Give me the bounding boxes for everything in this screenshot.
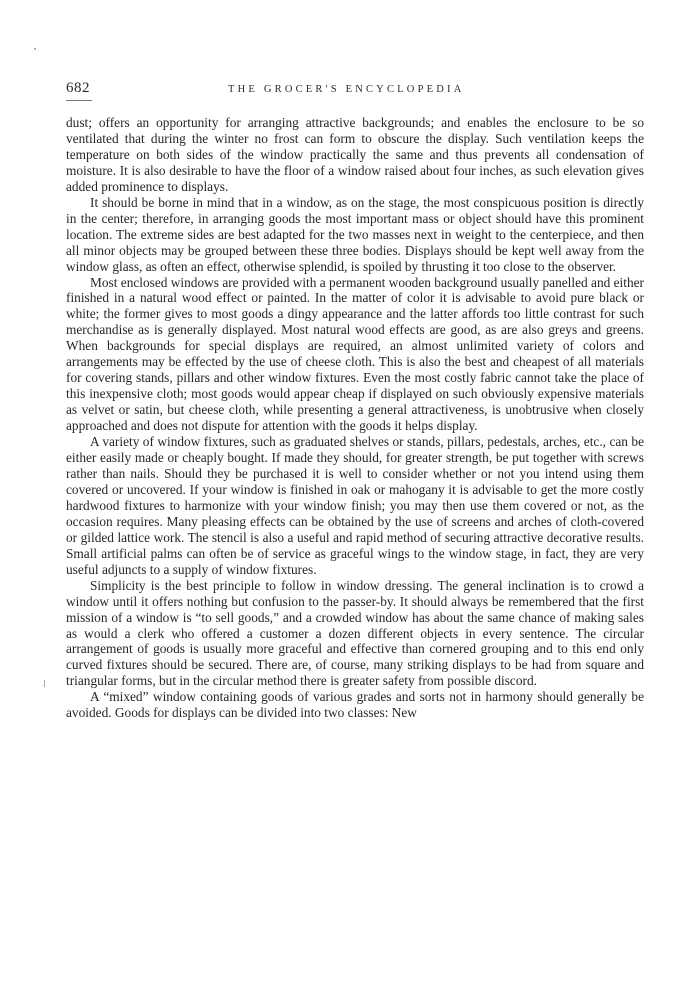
body-text xyxy=(66,115,644,721)
paragraph: It should be borne in mind that in a window, as on the stage, the most conspicuous position is directly in the center; therefore, in arranging goods the most important mass or object should have this prominent location. The extreme sides are best adapted for the two masses next in weight to the centerpiece, and then all minor objects may be grouped between these three bodies. Displays should be kept well away from the window glass, as often an effect, otherwise splendid, is spoiled by thrusting it too close to the observer. xyxy=(66,194,644,274)
paragraph: A “mixed” window containing goods of various grades and sorts not in harmony should generally be avoided. Goods for displays can be divided into two classes: New xyxy=(66,689,644,721)
paragraph: Simplicity is the best principle to follow in window dressing. The general inclination is to crowd a window until it offers nothing but confusion to the passer-by. It should always be remembered that the first mission of a window is “to sell goods,” and a crowded window has about the same chance of making sales as would a clerk who offered a customer a dozen different objects in every sentence. The circular arrangement of goods is usually more graceful and effective than cornered grouping and to this end only curved fixtures should be secured. There are, of course, many striking displays to be had from square and triangular forms, but in the circular method there is greater safety from possible discord. xyxy=(66,577,644,689)
margin-speck xyxy=(44,680,45,687)
paragraph: A variety of window fixtures, such as graduated shelves or stands, pillars, pedestals, arches, etc., can be either easily made or cheaply bought. If made they should, for greater strength, be put together with screws rather than nails. Should they be purchased it is well to consider whether or not you intend using them covered or uncovered. If your window is finished in oak or mahogany it is advisable to get the more costly hardwood fixtures to harmonize with your window finish; you may then use them covered or not, as the occasion requires. Many pleasing effects can be obtained by the use of screens and arches of cloth-covered or gilded lattice work. The stencil is also a useful and rapid method of securing attractive decorative results. Small artificial palms can often be of service as graceful wings to the window stage, in fact, they are very useful adjuncts to a supply of window fixtures. xyxy=(66,434,644,577)
page-number-rule xyxy=(66,100,92,101)
paragraph: dust; offers an opportunity for arranging attractive backgrounds; and enables the enclosure to be so ventilated that during the winter no frost can form to obscure the display. Such ventilation keeps the temperature on both sides of the window practically the same and thus prevents all condensation of moisture. It is also desirable to have the floor of a window raised about four inches, as such elevation gives added prominence to displays. xyxy=(66,115,644,194)
paragraph: Most enclosed windows are provided with a permanent wooden background usually panelled and either finished in a natural wood effect or painted. In the matter of color it is advisable to avoid pure black or white; the former gives to most goods a dingy appearance and the latter affords too little contrast for such merchandise as is generally displayed. Most natural wood effects are good, as are also greys and greens. When backgrounds for special displays are required, an almost unlimited variety of colors and arrangements may be effected by the use of cheese cloth. This is also the best and cheapest of all materials for covering stands, pillars and other window fixtures. Even the most costly fabric cannot take the place of this inexpensive cloth; most goods would appear cheap if displayed on such obviously expensive materials as velvet or satin, but cheese cloth, while presenting a general attractiveness, is unobtrusive when closely approached and does not dispute for attention with the goods it helps display. xyxy=(66,274,644,434)
margin-speck xyxy=(34,48,36,50)
running-head: THE GROCER'S ENCYCLOPEDIA xyxy=(228,84,465,95)
page-number: 682 xyxy=(66,80,90,96)
